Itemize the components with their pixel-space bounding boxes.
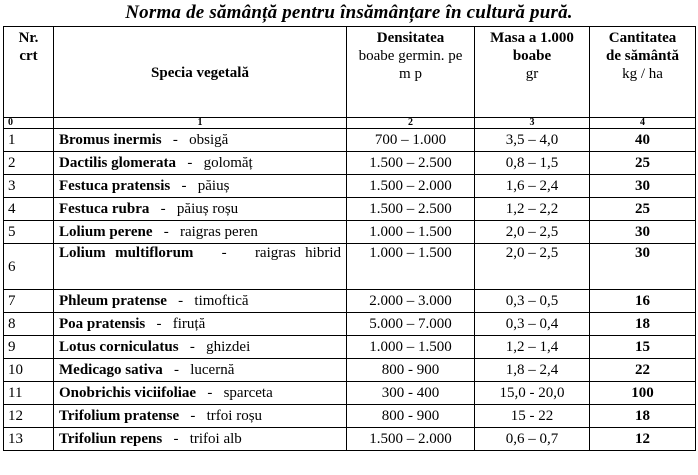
species-text: Lolium perene - raigras peren xyxy=(59,224,258,240)
mass-cell: 2,0 – 2,5 xyxy=(475,221,590,244)
row-number: 11 xyxy=(4,382,54,405)
species-text: Lotus corniculatus - ghizdei xyxy=(59,339,251,355)
species-cell xyxy=(54,290,347,313)
quantity-cell: 30 xyxy=(590,175,696,198)
density-cell: 1.500 – 2.500 xyxy=(347,198,475,221)
species-latin-name: Dactilis glomerata xyxy=(59,155,177,171)
density-cell: 300 - 400 xyxy=(347,382,475,405)
species-common-name: păiuș xyxy=(197,178,230,194)
row-number: 7 xyxy=(4,290,54,313)
species-common-name: trfoi roșu xyxy=(206,408,263,424)
row-number: 8 xyxy=(4,313,54,336)
header-quantity-line2: de sământă xyxy=(606,48,679,64)
column-index: 0 xyxy=(4,118,54,129)
header-quantity-line1: Cantitatea xyxy=(608,30,677,46)
table-body xyxy=(4,129,696,451)
species-common-name: raigras peren xyxy=(179,224,258,240)
header-density-desc: boabe germin. pe m p xyxy=(358,48,463,82)
column-index-row xyxy=(4,118,696,129)
table-row xyxy=(4,428,696,451)
table-row xyxy=(4,382,696,405)
table-row xyxy=(4,313,696,336)
mass-cell: 1,6 – 2,4 xyxy=(475,175,590,198)
species-latin-name: Trifolium pratense xyxy=(59,408,180,424)
species-common-name: timoftică xyxy=(194,293,249,309)
species-common-name: trifoi alb xyxy=(189,431,242,447)
row-number: 4 xyxy=(4,198,54,221)
quantity-cell: 25 xyxy=(590,198,696,221)
species-latin-name: Festuca rubra xyxy=(59,201,150,217)
species-common-name: golomăț xyxy=(203,155,253,171)
species-cell xyxy=(54,129,347,152)
density-cell: 1.000 – 1.500 xyxy=(347,336,475,359)
document-title: Norma de sămânță pentru însămânțare în cultură pură. xyxy=(125,2,573,23)
header-mass-title: Masa a 1.000 boabe xyxy=(490,30,574,64)
seed-norm-table xyxy=(3,26,696,451)
density-cell: 800 - 900 xyxy=(347,405,475,428)
density-cell: 1.500 – 2.000 xyxy=(347,175,475,198)
table-row xyxy=(4,198,696,221)
species-latin-name: Festuca pratensis xyxy=(59,178,171,194)
species-cell xyxy=(54,428,347,451)
quantity-cell: 18 xyxy=(590,313,696,336)
mass-cell: 1,8 – 2,4 xyxy=(475,359,590,382)
species-cell xyxy=(54,152,347,175)
species-common-name: sparceta xyxy=(223,385,273,401)
column-index: 1 xyxy=(54,118,347,129)
quantity-cell: 22 xyxy=(590,359,696,382)
species-latin-name: Trifoliun repens xyxy=(59,431,163,447)
quantity-cell: 12 xyxy=(590,428,696,451)
row-number: 6 xyxy=(4,244,54,290)
density-cell: 700 – 1.000 xyxy=(347,129,475,152)
species-cell xyxy=(54,175,347,198)
header-species: Specia vegetală xyxy=(54,27,347,118)
row-number: 3 xyxy=(4,175,54,198)
mass-cell: 1,2 – 2,2 xyxy=(475,198,590,221)
species-text: Onobrichis viciifoliae - sparceta xyxy=(59,385,273,401)
table-row xyxy=(4,336,696,359)
row-number: 1 xyxy=(4,129,54,152)
species-common-name: lucernă xyxy=(190,362,235,378)
species-common-name: firuță xyxy=(172,316,206,332)
species-latin-name: Lolium multiflorum xyxy=(59,245,194,261)
density-cell: 800 - 900 xyxy=(347,359,475,382)
header-nr: Nr. crt xyxy=(4,27,54,118)
row-number: 13 xyxy=(4,428,54,451)
mass-cell: 15,0 - 20,0 xyxy=(475,382,590,405)
species-text: Bromus inermis - obsigă xyxy=(59,132,229,148)
table-row xyxy=(4,405,696,428)
species-latin-name: Onobrichis viciifoliae xyxy=(59,385,197,401)
density-cell: 1.000 – 1.500 xyxy=(347,244,475,290)
species-latin-name: Lolium perene xyxy=(59,224,153,240)
density-cell: 5.000 – 7.000 xyxy=(347,313,475,336)
species-cell xyxy=(54,382,347,405)
species-cell xyxy=(54,221,347,244)
column-index: 3 xyxy=(475,118,590,129)
column-index: 2 xyxy=(347,118,475,129)
mass-cell: 0,3 – 0,5 xyxy=(475,290,590,313)
row-number: 12 xyxy=(4,405,54,428)
species-cell xyxy=(54,336,347,359)
header-row xyxy=(4,27,696,118)
quantity-cell: 16 xyxy=(590,290,696,313)
table-row xyxy=(4,129,696,152)
table-row xyxy=(4,290,696,313)
mass-cell: 1,2 – 1,4 xyxy=(475,336,590,359)
mass-cell: 0,3 – 0,4 xyxy=(475,313,590,336)
header-mass xyxy=(475,27,590,118)
row-number: 9 xyxy=(4,336,54,359)
header-density-title: Densitatea xyxy=(376,30,445,46)
table-row xyxy=(4,221,696,244)
species-text: Phleum pratense - timoftică xyxy=(59,293,249,309)
species-text: Trifolium pratense - trfoi roșu xyxy=(59,408,263,424)
species-cell xyxy=(54,405,347,428)
header-density xyxy=(347,27,475,118)
species-latin-name: Phleum pratense xyxy=(59,293,167,309)
density-cell: 1.500 – 2.500 xyxy=(347,152,475,175)
row-number: 2 xyxy=(4,152,54,175)
species-common-name: ghizdei xyxy=(206,339,251,355)
row-number: 5 xyxy=(4,221,54,244)
species-cell xyxy=(54,244,347,290)
species-latin-name: Medicago sativa xyxy=(59,362,163,378)
column-index: 4 xyxy=(590,118,696,129)
quantity-cell: 40 xyxy=(590,129,696,152)
species-latin-name: Bromus inermis xyxy=(59,132,162,148)
mass-cell: 3,5 – 4,0 xyxy=(475,129,590,152)
species-text: Festuca pratensis - păiuș xyxy=(59,178,230,194)
species-common-name: păiuș roșu xyxy=(176,201,239,217)
header-mass-unit: gr xyxy=(525,66,539,82)
quantity-cell: 30 xyxy=(590,221,696,244)
species-text: Trifoliun repens - trifoi alb xyxy=(59,431,242,447)
quantity-cell: 30 xyxy=(590,244,696,290)
species-cell xyxy=(54,198,347,221)
quantity-cell: 15 xyxy=(590,336,696,359)
species-latin-name: Poa pratensis xyxy=(59,316,146,332)
mass-cell: 15 - 22 xyxy=(475,405,590,428)
species-cell xyxy=(54,359,347,382)
species-text: Dactilis glomerata - golomăț xyxy=(59,155,253,171)
mass-cell: 0,6 – 0,7 xyxy=(475,428,590,451)
header-quantity xyxy=(590,27,696,118)
table-row xyxy=(4,175,696,198)
species-common-name: raigras hibrid xyxy=(254,245,341,261)
species-cell xyxy=(54,313,347,336)
table-row xyxy=(4,359,696,382)
quantity-cell: 100 xyxy=(590,382,696,405)
species-common-name: obsigă xyxy=(189,132,229,148)
table-row xyxy=(4,152,696,175)
quantity-cell: 18 xyxy=(590,405,696,428)
header-quantity-unit: kg / ha xyxy=(622,66,663,82)
density-cell: 2.000 – 3.000 xyxy=(347,290,475,313)
species-text: Medicago sativa - lucernă xyxy=(59,362,235,378)
density-cell: 1.500 – 2.000 xyxy=(347,428,475,451)
species-latin-name: Lotus corniculatus xyxy=(59,339,179,355)
quantity-cell: 25 xyxy=(590,152,696,175)
row-number: 10 xyxy=(4,359,54,382)
density-cell: 1.000 – 1.500 xyxy=(347,221,475,244)
species-text: Festuca rubra - păiuș roșu xyxy=(59,201,239,217)
mass-cell: 0,8 – 1,5 xyxy=(475,152,590,175)
mass-cell: 2,0 – 2,5 xyxy=(475,244,590,290)
species-text: Poa pratensis - firuță xyxy=(59,316,206,332)
table-row xyxy=(4,244,696,290)
species-text: Lolium multiflorum - raigras hibrid xyxy=(59,245,341,261)
